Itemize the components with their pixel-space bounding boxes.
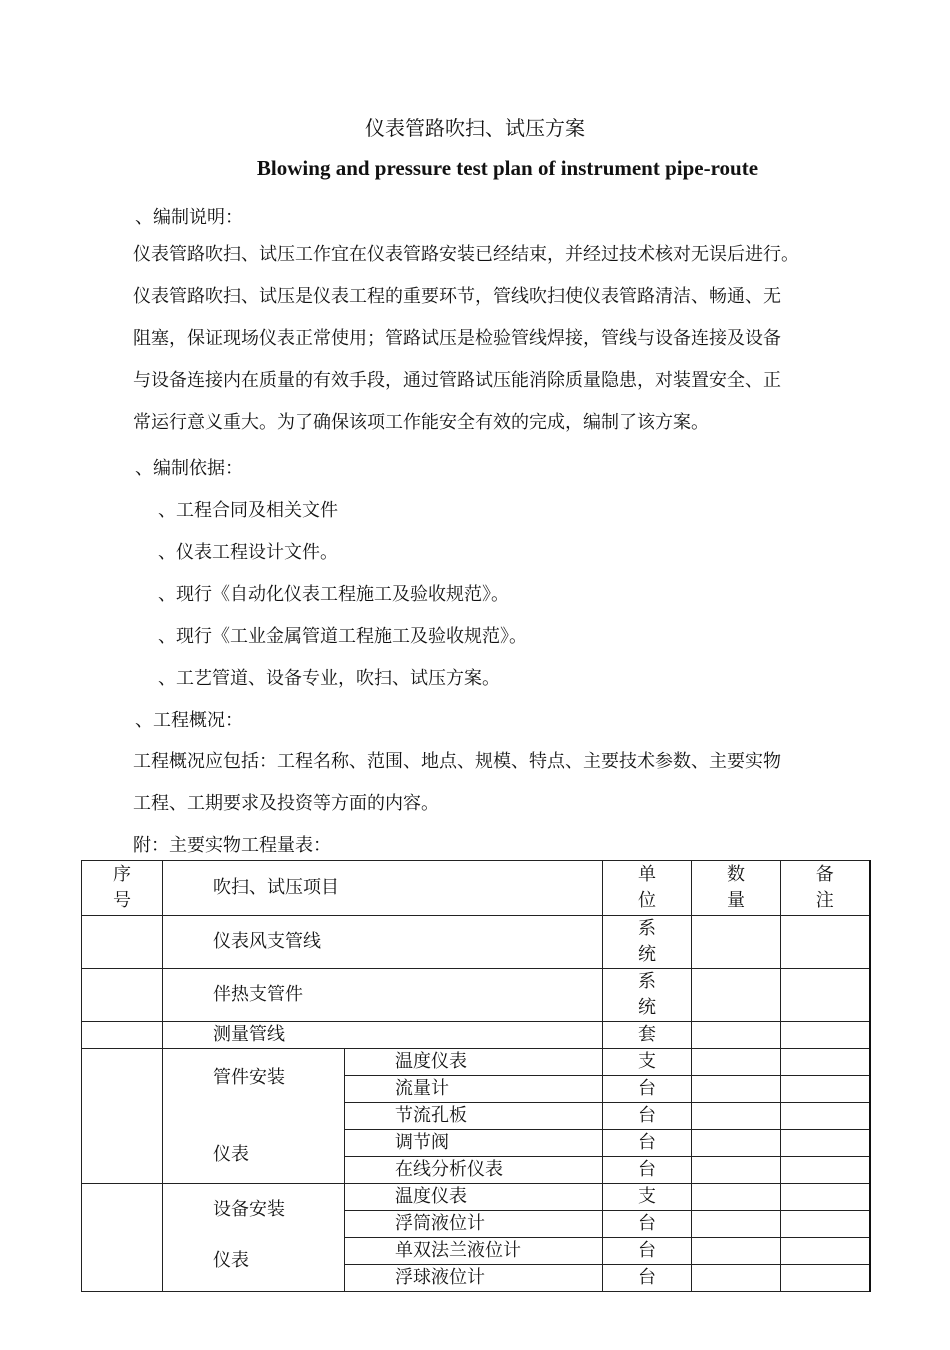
cell-note [781, 969, 870, 1022]
paragraph-line: 与设备连接内在质量的有效手段，通过管路试压能消除质量隐患，对装置安全、正 [133, 370, 781, 391]
section-heading-3: 、工程概况： [135, 710, 243, 731]
paragraph-line: 阻塞，保证现场仪表正常使用；管路试压是检验管线焊接，管线与设备连接及设备 [133, 328, 781, 349]
table-row [82, 1049, 870, 1076]
cell-seq [82, 1184, 163, 1292]
sub-item: 浮球液位计 [345, 1265, 603, 1292]
header-item: 吹扫、试压项目 [163, 861, 603, 916]
sub-item: 节流孔板 [345, 1103, 603, 1130]
paragraph-line: 常运行意义重大。为了确保该项工作能安全有效的完成，编制了该方案。 [133, 412, 709, 433]
cell-unit: 台 [603, 1265, 692, 1292]
cell-unit: 支 [603, 1184, 692, 1211]
cell-qty [692, 1049, 781, 1076]
basis-item: 、工程合同及相关文件 [158, 500, 338, 521]
paragraph-description [133, 234, 863, 444]
quantity-table [81, 860, 871, 1292]
overview-line: 工程、工期要求及投资等方面的内容。 [133, 793, 439, 814]
cell-unit: 台 [603, 1076, 692, 1103]
cell-unit: 台 [603, 1238, 692, 1265]
table-header-row [82, 861, 870, 916]
cell-unit: 台 [603, 1103, 692, 1130]
sub-item: 温度仪表 [345, 1049, 603, 1076]
cell-unit: 台 [603, 1211, 692, 1238]
cell-note [781, 1130, 870, 1157]
basis-item: 、工艺管道、设备专业，吹扫、试压方案。 [158, 668, 500, 689]
paragraph-line: 仪表管路吹扫、试压是仪表工程的重要环节，管线吹扫使仪表管路清洁、畅通、无 [133, 286, 781, 307]
table-row [82, 916, 870, 969]
cell-seq [82, 916, 163, 969]
cell-item: 仪表风支管线 [163, 916, 603, 969]
cell-unit: 系 统 [603, 916, 692, 969]
cell-qty [692, 916, 781, 969]
header-unit: 单 位 [603, 861, 692, 916]
cell-note [781, 916, 870, 969]
basis-item: 、仪表工程设计文件。 [158, 542, 338, 563]
header-qty: 数 量 [692, 861, 781, 916]
header-seq: 序 号 [82, 861, 163, 916]
cell-qty [692, 1184, 781, 1211]
cell-qty [692, 1238, 781, 1265]
cell-qty [692, 1130, 781, 1157]
cell-note [781, 1103, 870, 1130]
cell-note [781, 1076, 870, 1103]
cell-note [781, 1022, 870, 1049]
cell-qty [692, 1103, 781, 1130]
cell-qty [692, 1157, 781, 1184]
table-row [82, 969, 870, 1022]
cell-unit: 台 [603, 1130, 692, 1157]
page-subtitle: Blowing and pressure test plan of instrument pipe-route [256, 156, 759, 180]
sub-item: 调节阀 [345, 1130, 603, 1157]
section-heading-1: 、编制说明： [135, 207, 243, 228]
basis-item: 、现行《工业金属管道工程施工及验收规范》。 [158, 626, 527, 647]
cell-unit: 台 [603, 1157, 692, 1184]
cell-note [781, 1265, 870, 1292]
sub-item: 单双法兰液位计 [345, 1238, 603, 1265]
cell-item: 伴热支管件 [163, 969, 603, 1022]
paragraph-line: 仪表管路吹扫、试压工作宜在仪表管路安装已经结束，并经过技术核对无误后进行。 [133, 244, 799, 265]
sub-item: 流量计 [345, 1076, 603, 1103]
cell-seq [82, 1022, 163, 1049]
sub-item: 浮筒液位计 [345, 1211, 603, 1238]
table-row [82, 1022, 870, 1049]
cell-qty [692, 1022, 781, 1049]
cell-note [781, 1184, 870, 1211]
cell-item: 测量管线 [163, 1022, 603, 1049]
cell-qty [692, 1211, 781, 1238]
cell-seq [82, 1049, 163, 1184]
basis-item: 、现行《自动化仪表工程施工及验收规范》。 [158, 584, 509, 605]
table-row [82, 1184, 870, 1211]
sub-item: 在线分析仪表 [345, 1157, 603, 1184]
cell-unit: 支 [603, 1049, 692, 1076]
cell-note [781, 1049, 870, 1076]
header-note: 备 注 [781, 861, 870, 916]
section-heading-2: 、编制依据： [135, 458, 243, 479]
group-label-equipment: 设备安装 仪表 [163, 1184, 345, 1292]
page-title: 仪表管路吹扫、试压方案 [365, 116, 585, 140]
cell-unit: 套 [603, 1022, 692, 1049]
group-label-pipe-fitting: 管件安装 仪表 [163, 1049, 345, 1184]
cell-qty [692, 1265, 781, 1292]
sub-item: 温度仪表 [345, 1184, 603, 1211]
table-caption: 附：主要实物工程量表： [133, 835, 331, 856]
cell-note [781, 1238, 870, 1265]
cell-note [781, 1157, 870, 1184]
cell-qty [692, 1076, 781, 1103]
cell-qty [692, 969, 781, 1022]
overview-line: 工程概况应包括：工程名称、范围、地点、规模、特点、主要技术参数、主要实物 [133, 751, 781, 772]
cell-unit: 系 统 [603, 969, 692, 1022]
cell-note [781, 1211, 870, 1238]
cell-seq [82, 969, 163, 1022]
